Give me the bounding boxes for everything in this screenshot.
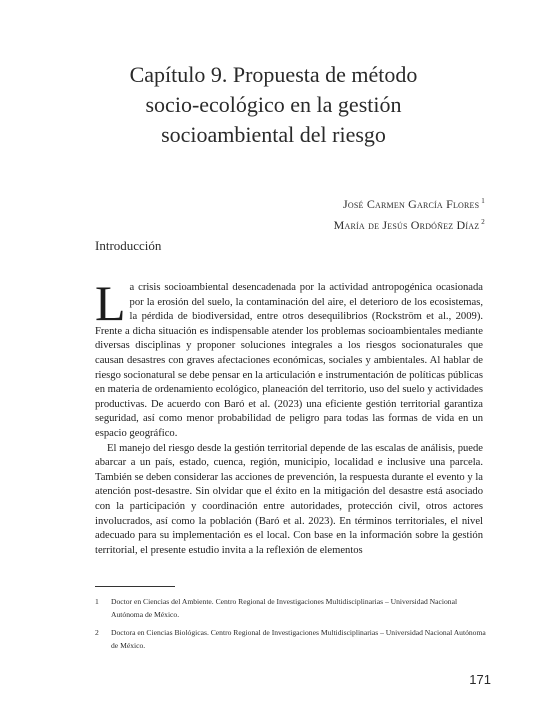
section-heading: Introducción — [95, 238, 162, 253]
paragraph — [95, 275, 483, 442]
author-list — [334, 192, 485, 234]
chapter-title-line: socio-ecológico en la gestión — [145, 92, 402, 117]
author-name: José Carmen García Flores — [343, 197, 480, 211]
footnotes — [95, 596, 490, 658]
author-note-ref: 2 — [481, 218, 485, 226]
author-note-ref: 1 — [481, 197, 485, 205]
author — [334, 192, 485, 213]
footnote — [95, 596, 490, 621]
author-name: María de Jesús Ordóñez Díaz — [333, 218, 480, 232]
author — [334, 213, 485, 234]
chapter-title — [0, 60, 547, 150]
chapter-title-line: Capítulo 9. Propuesta de método — [129, 62, 418, 87]
chapter-title-line: socioambiental del riesgo — [161, 122, 386, 147]
footnote-text: Doctor en Ciencias del Ambiente. Centro Regional de Investigaciones Multidisciplinarias – Universidad Nacional Autónoma de México. — [111, 597, 458, 619]
footnote — [95, 627, 490, 652]
drop-cap: L — [95, 275, 126, 331]
paragraph-text: a crisis socioambiental desencadenada por la actividad antropogénica ocasionada por la erosión del suelo, la contaminación del aire, el deterioro de los ecosistemas, la pérdida de biodiversidad, entre otros desequilibrios (Rockström et al., 2009). Frente a dicha situación es indispensable atender los problemas socioambientales mediante diversas disciplinas y proponer soluciones integrales a los riesgos socionaturales que causan desastres con graves afectaciones económicas, sociales y ambientales. Al hablar de riesgo socionatural se debe pensar en la articulación e instrumentación de políticas públicas en materia de ordenamiento ecológico, planeación del territorio, uso del suelo y actividades productivas. De acuerdo con Baró et al. (2023) una eficiente gestión territorial garantiza seguridad, así como menor probabilidad de peligro para todas las formas de vida en un espacio geográfico. — [95, 282, 483, 439]
body-text — [95, 275, 483, 558]
footnote-text: Doctora en Ciencias Biológicas. Centro Regional de Investigaciones Multidisciplinarias – Universidad Nacional Autónoma de México. — [111, 628, 486, 650]
footnote-divider — [95, 586, 175, 587]
footnote-number: 2 — [95, 628, 99, 637]
footnote-number: 1 — [95, 597, 99, 606]
paragraph: El manejo del riesgo desde la gestión territorial depende de las escalas de análisis, puede abarcar a un país, estado, cuenca, región, municipio, localidad e inclusive una parcela. También se deben considerar las acciones de prevención, la respuesta durante el evento y la atención post-desastre. Sin olvidar que el éxito en la mitigación del desastre está asociado con la participación y coordinación entre autoridades, protección civil, otros actores involucrados, así como la población (Baró et al. 2023). En términos territoriales, el nivel adecuado para su implementación es el local. Con base en la información sobre la gestión territorial, el presente estudio invita a la reflexión de elementos — [95, 442, 483, 556]
page-number: 171 — [469, 672, 491, 687]
